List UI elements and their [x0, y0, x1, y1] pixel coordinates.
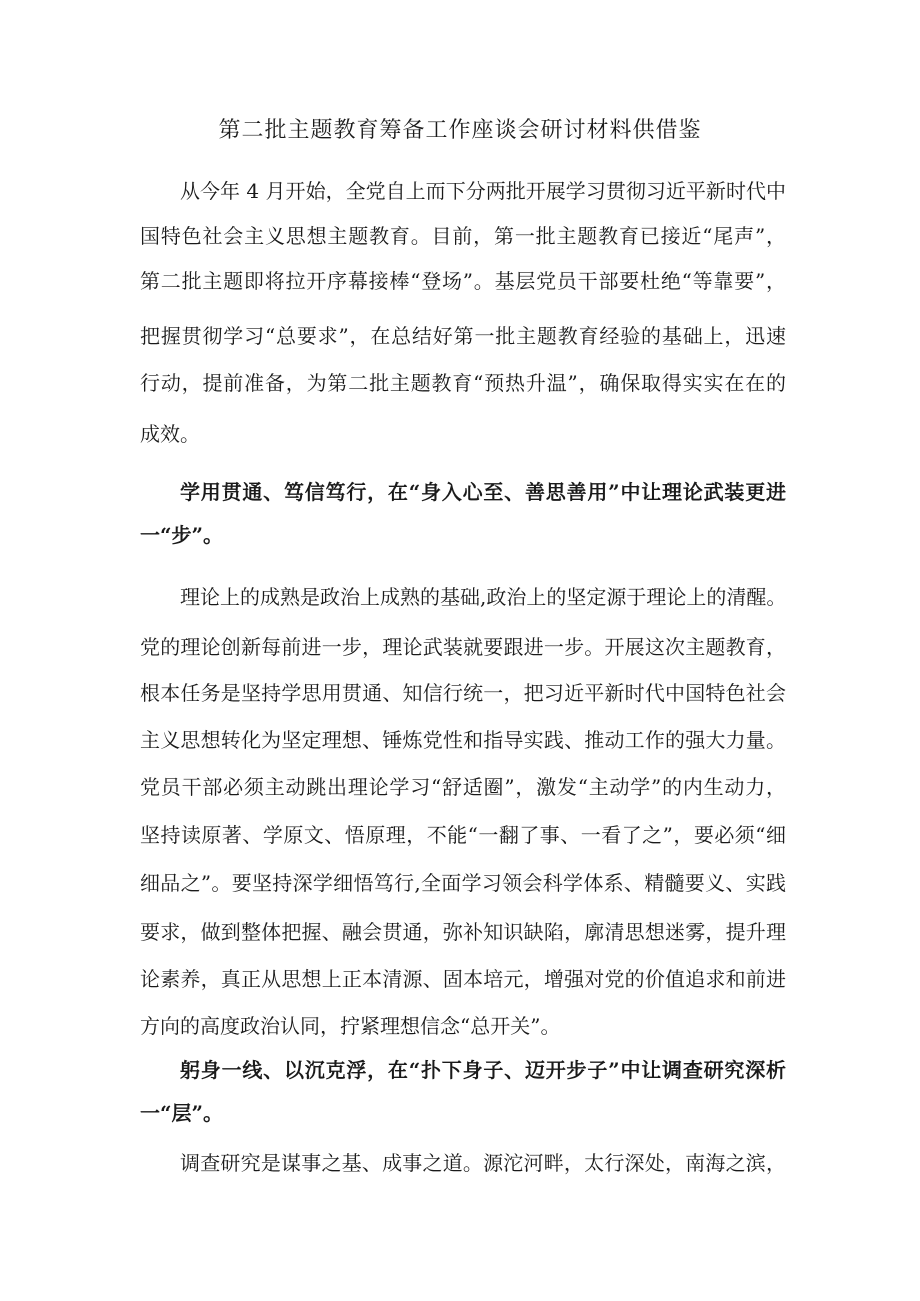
paragraph-2-line-6: 坚持读原著、学原文、悟原理，不能“一翻了事、一看了之”，要必须“细: [140, 823, 786, 847]
paragraph-1-line-3: 第二批主题即将拉开序幕接棒“登场”。基层党员干部要杜绝“等靠要”，: [140, 269, 786, 293]
paragraph-2-line-10: 方向的高度政治认同，拧紧理想信念“总开关”。: [140, 1014, 561, 1038]
paragraph-2-line-5: 党员干部必须主动跳出理论学习“舒适圈”，激发“主动学”的内生动力，: [140, 775, 786, 799]
paragraph-2-line-8: 要求，做到整体把握、融会贯通，弥补知识缺陷，廓清思想迷雾，提升理: [140, 920, 786, 944]
document-title: 第二批主题教育筹备工作座谈会研讨材料供借鉴: [218, 118, 702, 143]
section-heading-1-line-2: 一“步”。: [140, 523, 224, 547]
section-heading-2-line-1: 躬身一线、以沉克浮，在“扑下身子、迈开步子”中让调查研究深析: [180, 1058, 786, 1082]
paragraph-1-line-2: 国特色社会主义思想主题教育。目前，第一批主题教育已接近“尾声”，: [140, 224, 786, 248]
paragraph-1-line-6: 成效。: [140, 422, 200, 446]
paragraph-1-line-4: 把握贯彻学习“总要求”，在总结好第一批主题教育经验的基础上，迅速: [140, 324, 786, 348]
paragraph-1-line-1: 从今年 4 月开始，全党自上而下分两批开展学习贯彻习近平新时代中: [180, 179, 786, 203]
paragraph-2-line-3: 根本任务是坚持学思用贯通、知信行统一，把习近平新时代中国特色社会: [140, 681, 786, 705]
paragraph-3-line-1: 调查研究是谋事之基、成事之道。源沱河畔，太行深处，南海之滨，: [180, 1151, 786, 1175]
paragraph-2-line-1: 理论上的成熟是政治上成熟的基础,政治上的坚定源于理论上的清醒。: [180, 585, 787, 609]
paragraph-2-line-9: 论素养，真正从思想上正本清源、固本培元，增强对党的价值追求和前进: [140, 967, 786, 991]
paragraph-2-line-7: 细品之”。要坚持深学细悟笃行,全面学习领会科学体系、精髓要义、实践: [140, 871, 786, 895]
section-heading-1-line-1: 学用贯通、笃信笃行，在“身入心至、善思善用”中让理论武装更进: [180, 480, 786, 504]
paragraph-1-line-5: 行动，提前准备，为第二批主题教育“预热升温”，确保取得实实在在的: [140, 371, 786, 395]
paragraph-2-line-2: 党的理论创新每前进一步，理论武装就要跟进一步。开展这次主题教育，: [140, 635, 786, 659]
section-heading-2-line-2: 一“层”。: [140, 1101, 224, 1125]
paragraph-2-line-4: 主义思想转化为坚定理想、锤炼党性和指导实践、推动工作的强大力量。: [140, 728, 786, 752]
